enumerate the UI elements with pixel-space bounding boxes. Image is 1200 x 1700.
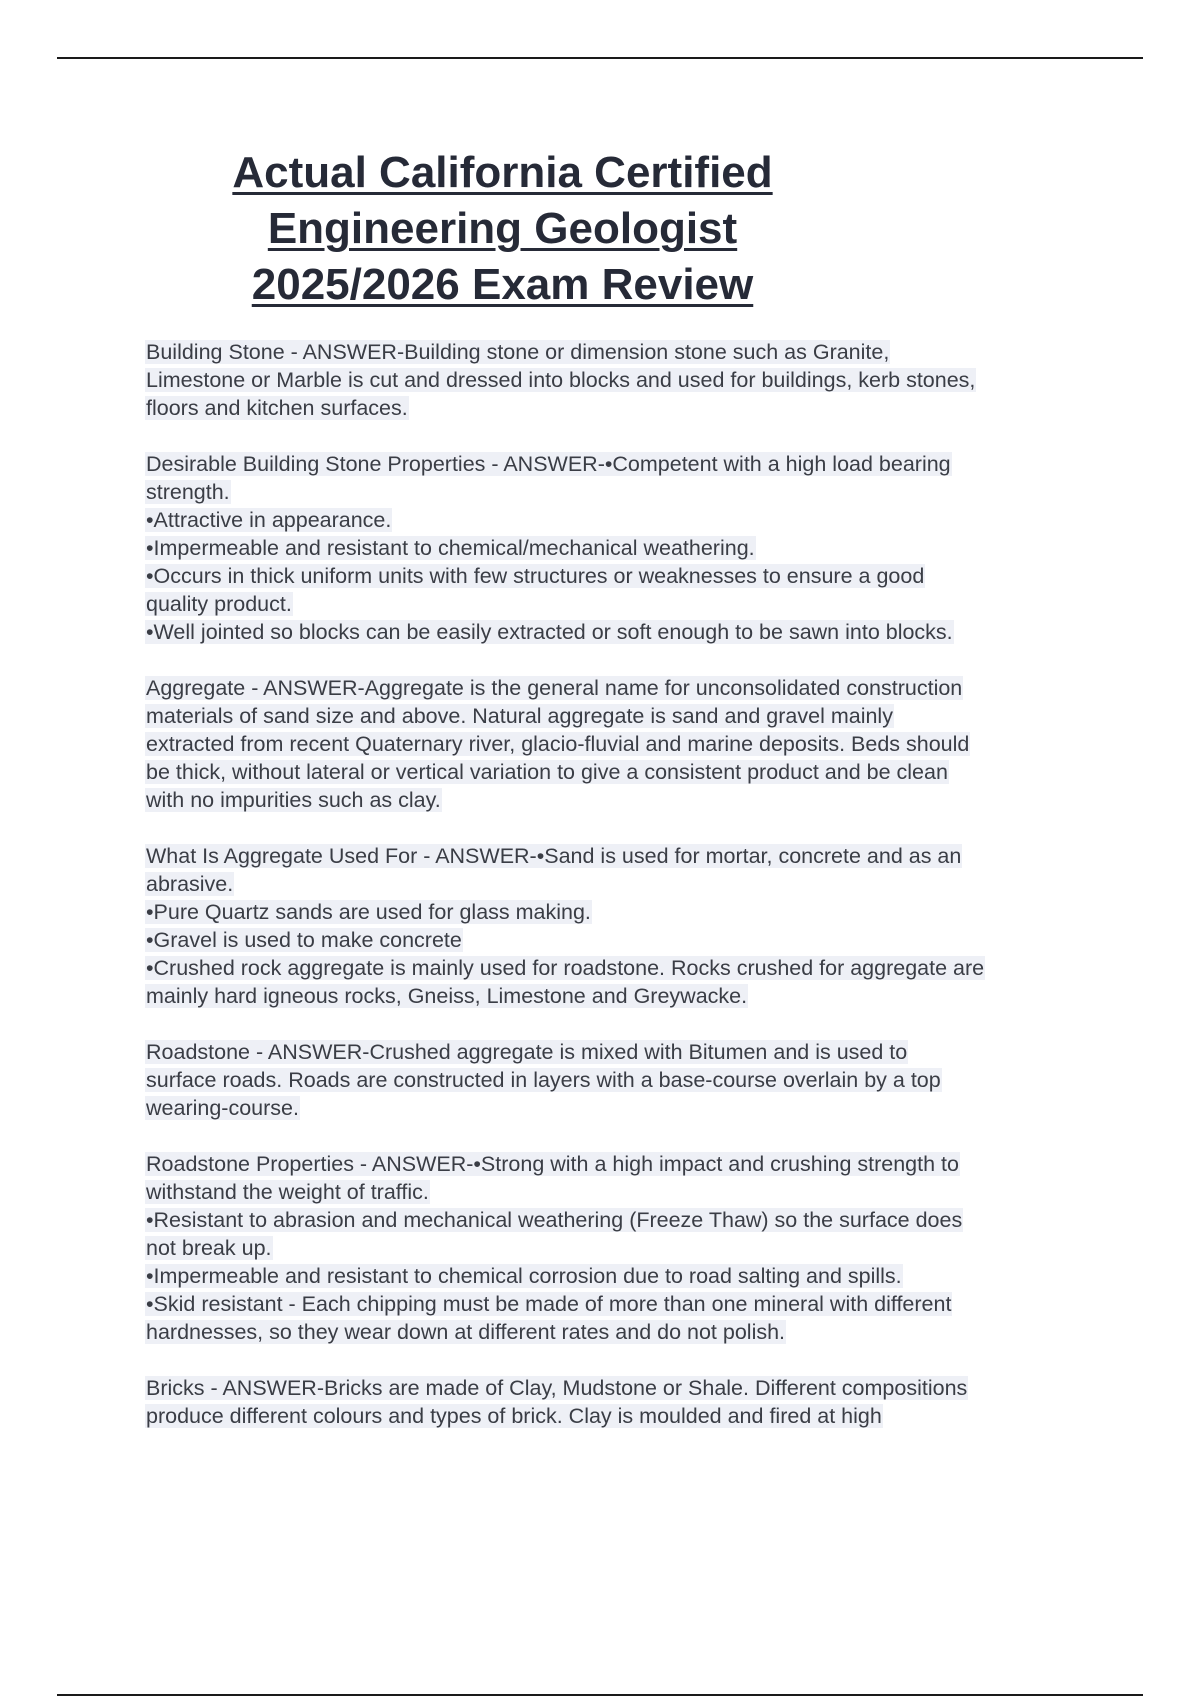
text-line xyxy=(145,1234,1095,1262)
text-line xyxy=(145,338,1095,366)
line-text: not break up. xyxy=(146,1236,272,1260)
line-text: abrasive. xyxy=(146,872,234,896)
line-text: wearing-course. xyxy=(146,1096,299,1120)
text-line xyxy=(145,982,1095,1010)
line-text: •Impermeable and resistant to chemical/mechanical weathering. xyxy=(146,536,755,560)
text-line xyxy=(145,366,1095,394)
text-line xyxy=(145,1038,1095,1066)
line-text: quality product. xyxy=(146,592,292,616)
text-line xyxy=(145,1066,1095,1094)
qa-entry xyxy=(145,1374,1095,1430)
text-line xyxy=(145,758,1095,786)
line-text: with no impurities such as clay. xyxy=(146,788,441,812)
text-line xyxy=(145,730,1095,758)
text-line xyxy=(145,898,1095,926)
line-text: surface roads. Roads are constructed in layers with a base-course overlain by a top xyxy=(146,1068,941,1092)
text-line xyxy=(145,590,1095,618)
line-text: What Is Aggregate Used For - ANSWER-•Sand is used for mortar, concrete and as an xyxy=(146,844,962,868)
page-title xyxy=(150,145,855,313)
title-line-2: Engineering Geologist xyxy=(267,204,738,253)
line-text: extracted from recent Quaternary river, glacio-fluvial and marine deposits. Beds should xyxy=(146,732,970,756)
text-line xyxy=(145,1178,1095,1206)
line-text: •Skid resistant - Each chipping must be made of more than one mineral with different xyxy=(146,1292,952,1316)
text-line xyxy=(145,1262,1095,1290)
text-line xyxy=(145,394,1095,422)
line-text: Roadstone - ANSWER-Crushed aggregate is mixed with Bitumen and is used to xyxy=(146,1040,908,1064)
line-text: •Crushed rock aggregate is mainly used for roadstone. Rocks crushed for aggregate are xyxy=(146,956,985,980)
document-body xyxy=(145,338,1095,1458)
text-line xyxy=(145,954,1095,982)
text-line xyxy=(145,618,1095,646)
line-text: be thick, without lateral or vertical variation to give a consistent product and be clean xyxy=(146,760,948,784)
text-line xyxy=(145,562,1095,590)
line-text: •Occurs in thick uniform units with few structures or weaknesses to ensure a good xyxy=(146,564,925,588)
line-text: Aggregate - ANSWER-Aggregate is the general name for unconsolidated construction xyxy=(146,676,963,700)
text-line xyxy=(145,1374,1095,1402)
text-line xyxy=(145,450,1095,478)
line-text: Desirable Building Stone Properties - ANSWER-•Competent with a high load bearing xyxy=(146,452,951,476)
line-text: •Impermeable and resistant to chemical corrosion due to road salting and spills. xyxy=(146,1264,902,1288)
text-line xyxy=(145,1150,1095,1178)
text-line xyxy=(145,674,1095,702)
line-text: withstand the weight of traffic. xyxy=(146,1180,429,1204)
qa-entry xyxy=(145,450,1095,646)
text-line xyxy=(145,534,1095,562)
text-line xyxy=(145,702,1095,730)
line-text: hardnesses, so they wear down at different rates and do not polish. xyxy=(146,1320,786,1344)
line-text: mainly hard igneous rocks, Gneiss, Limestone and Greywacke. xyxy=(146,984,748,1008)
line-text: produce different colours and types of brick. Clay is moulded and fired at high xyxy=(146,1404,882,1428)
text-line xyxy=(145,506,1095,534)
qa-entry xyxy=(145,1038,1095,1122)
qa-entry xyxy=(145,842,1095,1010)
text-line xyxy=(145,1318,1095,1346)
line-text: floors and kitchen surfaces. xyxy=(146,396,408,420)
text-line xyxy=(145,1290,1095,1318)
line-text: •Pure Quartz sands are used for glass making. xyxy=(146,900,591,924)
text-line xyxy=(145,926,1095,954)
text-line xyxy=(145,842,1095,870)
line-text: •Resistant to abrasion and mechanical weathering (Freeze Thaw) so the surface does xyxy=(146,1208,963,1232)
qa-entry xyxy=(145,338,1095,422)
text-line xyxy=(145,1402,1095,1430)
text-line xyxy=(145,1206,1095,1234)
text-line xyxy=(145,478,1095,506)
title-line-3: 2025/2026 Exam Review xyxy=(251,260,754,309)
top-rule xyxy=(57,57,1143,59)
text-line xyxy=(145,786,1095,814)
line-text: materials of sand size and above. Natural aggregate is sand and gravel mainly xyxy=(146,704,893,728)
qa-entry xyxy=(145,1150,1095,1346)
line-text: Bricks - ANSWER-Bricks are made of Clay, Mudstone or Shale. Different compositions xyxy=(146,1376,968,1400)
text-line xyxy=(145,1094,1095,1122)
qa-entry xyxy=(145,674,1095,814)
line-text: •Gravel is used to make concrete xyxy=(146,928,462,952)
text-line xyxy=(145,870,1095,898)
line-text: •Attractive in appearance. xyxy=(146,508,392,532)
line-text: Roadstone Properties - ANSWER-•Strong with a high impact and crushing strength to xyxy=(146,1152,959,1176)
line-text: Limestone or Marble is cut and dressed into blocks and used for buildings, kerb stones, xyxy=(146,368,976,392)
bottom-rule xyxy=(57,1694,1143,1696)
line-text: strength. xyxy=(146,480,230,504)
line-text: Building Stone - ANSWER-Building stone or dimension stone such as Granite, xyxy=(146,340,890,364)
line-text: •Well jointed so blocks can be easily extracted or soft enough to be sawn into blocks. xyxy=(146,620,953,644)
title-line-1: Actual California Certified xyxy=(232,148,773,197)
